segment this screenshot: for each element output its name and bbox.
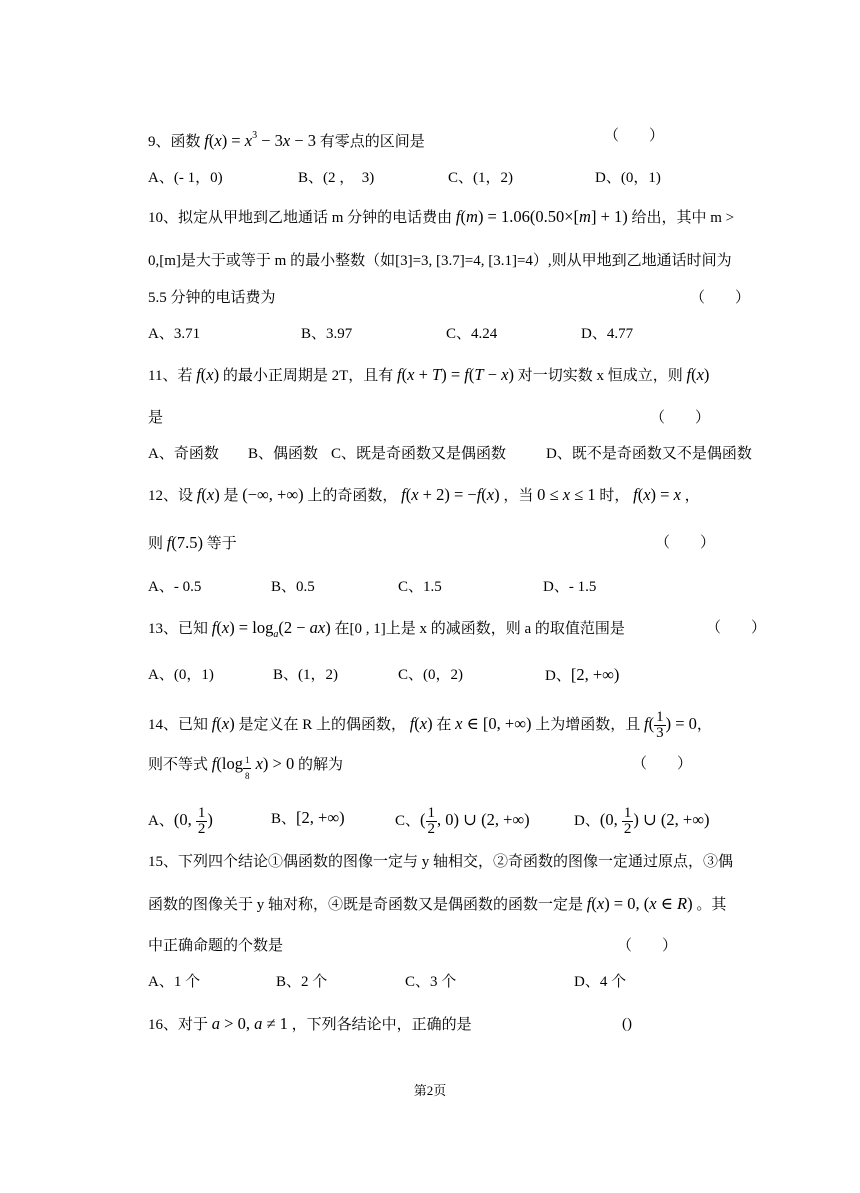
q12-option-c: C、1.5 [398,579,442,595]
q11-line1: 11、若 f(x) 的最小正周期是 2T，且有 f(x + T) = f(T − x) 对一切实数 x 恒成立，则 f(x) [148,365,710,384]
q11-option-a: A、奇函数 [148,446,219,462]
q15-option-a: A、1 个 [148,974,201,990]
q12-answer-paren: （ ） [655,535,716,551]
q11-answer-paren: （ ） [650,410,711,426]
q10-answer-paren: （ ） [690,290,751,306]
q9-stem: 9、函数 $f(x) = x^3 - 3x - 3$ 有零点的区间是 [148,130,425,150]
q15-option-c: C、3 个 [405,974,457,990]
q14-line2: 则不等式 f(log $\frac{1}{8}$ x) > 0 的解为 [148,754,343,781]
q11-option-b: B、偶函数 [248,446,319,462]
q10-option-c: C、4.24 [446,326,498,342]
q15-option-d: D、4 个 [574,974,627,990]
q13-line1: 13、已知 $f(x) = \log_a(2 - ax)$ 在[0 , 1]上是 x 的减函数，则 a 的取值范围是 [148,618,625,640]
q10-option-d: D、4.77 [581,326,634,342]
q14-line1: 14、已知 f(x) 是定义在 R 上的偶函数， f(x) 在 x ∈ [0, +∞) 上为增函数，且 f( $\frac{1}{3}$ ) = 0， [148,709,712,741]
q9-option-a: A、(- 1，0) [148,170,223,186]
q11-option-d: D、既不是奇函数又不是偶函数 [546,446,752,462]
q13-option-d: D、[2, +∞) [545,665,620,684]
q10-line2: 0,[m]是大于或等于 m 的最小整数（如[3]=3, [3.7]=4, [3.1]=4）,则从甲地到乙地通话时间为 [148,253,732,269]
q12-line1: 12、设 f(x) 是 (−∞, +∞) 上的奇函数， f(x + 2) = −f(x) ，当 0 ≤ x ≤ 1 时， f(x) = x ， [148,485,700,504]
q10-line1: 10、拟定从甲地到乙地通话 m 分钟的电话费由 f(m) = 1.06(0.50×[m] + 1) 给出，其中 m > [148,207,735,226]
q9-option-b: B、(2 ， 3) [298,170,375,186]
q13-option-a: A、(0，1) [148,667,214,683]
q15-option-b: B、2 个 [276,974,328,990]
q16-line1: 16、对于 a > 0, a ≠ 1 ，下列各结论中，正确的是 [148,1014,472,1033]
q12-option-b: B、0.5 [271,579,315,595]
q13-option-b: B、(1，2) [273,667,338,683]
q9-answer-paren: （ ） [604,128,665,144]
q14-option-a: A、(0, $\frac{1}{2}$ ) [148,805,213,837]
q10-option-b: B、3.97 [301,326,353,342]
q13-answer-paren: （ ） [706,620,767,636]
q12-line2: 则 f(7.5) 等于 [148,533,237,552]
q15-line2: 函数的图像关于 y 轴对称，④既是奇函数又是偶函数的函数一定是 f(x) = 0, (x ∈ R) 。其 [148,894,727,913]
q10-option-a: A、3.71 [148,326,201,342]
q14-option-d: D、(0, $\frac{1}{2}$ ) ∪ (2, +∞) [574,805,710,837]
page-number: 第2页 [413,1083,447,1098]
q12-option-a: A、- 0.5 [148,579,202,595]
q14-answer-paren: （ ） [632,756,693,772]
q15-line1: 15、下列四个结论①偶函数的图像一定与 y 轴相交，②奇函数的图像一定通过原点，③偶 [148,854,734,870]
q13-option-c: C、(0，2) [398,667,463,683]
q14-option-b: B、[2, +∞) [271,808,345,827]
q15-answer-paren: （ ） [617,938,678,954]
q9-option-d: D、(0，1) [595,170,661,186]
q15-line3: 中正确命题的个数是 [148,938,284,954]
q16-answer-paren: () [622,1016,632,1032]
q10-line3: 5.5 分钟的电话费为 [148,290,276,306]
q11-line2: 是 [148,410,164,426]
q11-option-c: C、既是奇函数又是偶函数 [331,446,507,462]
q9-option-c: C、(1，2) [448,170,513,186]
q14-option-c: C、( $\frac{1}{2}$ , 0) ∪ (2, +∞) [395,805,530,837]
q12-option-d: D、- 1.5 [543,579,597,595]
